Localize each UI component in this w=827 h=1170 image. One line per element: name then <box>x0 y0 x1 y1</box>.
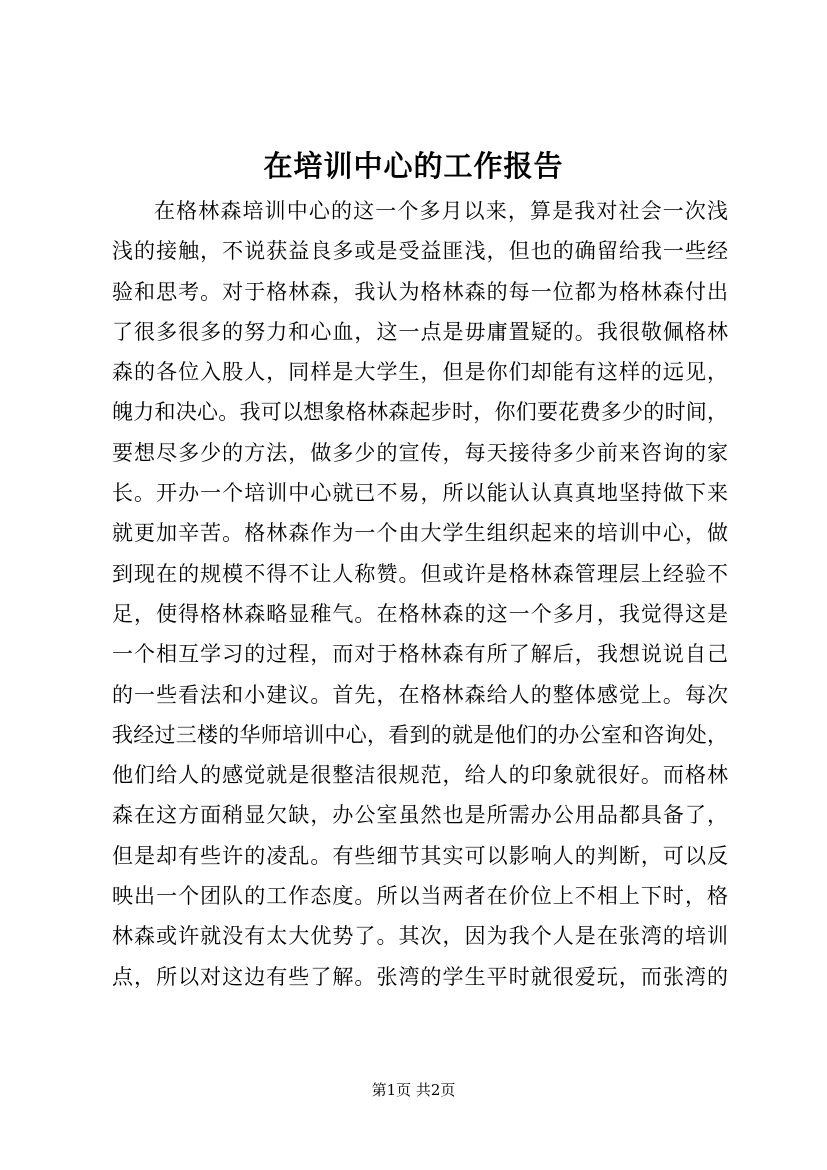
body-line: 点，所以对这边有些了解。张湾的学生平时就很爱玩，而张湾的 <box>112 964 728 989</box>
body-line: 森的各位入股人，同样是大学生，但是你们却能有这样的远见， <box>112 360 728 385</box>
body-line: 的一些看法和小建议。首先，在格林森给人的整体感觉上。每次 <box>112 682 728 707</box>
document-title: 在培训中心的工作报告 <box>263 149 564 183</box>
body-line: 到现在的规模不得不让人称赞。但或许是格林森管理层上经验不 <box>112 561 728 586</box>
body-line: 要想尽多少的方法，做多少的宣传，每天接待多少前来咨询的家 <box>112 440 728 465</box>
document-body <box>112 191 728 997</box>
body-line: 浅的接触，不说获益良多或是受益匪浅，但也的确留给我一些经 <box>112 239 728 264</box>
body-line: 魄力和决心。我可以想象格林森起步时，你们要花费多少的时间， <box>112 400 728 425</box>
body-line: 我经过三楼的华师培训中心，看到的就是他们的办公室和咨询处， <box>112 722 728 747</box>
page-footer: 第1页 共2页 <box>371 1081 456 1099</box>
body-line: 在格林森培训中心的这一个多月以来，算是我对社会一次浅 <box>154 199 728 223</box>
body-line: 但是却有些许的凌乱。有些细节其实可以影响人的判断，可以反 <box>112 843 728 868</box>
body-line: 他们给人的感觉就是很整洁很规范，给人的印象就很好。而格林 <box>112 763 728 788</box>
body-line: 足，使得格林森略显稚气。在格林森的这一个多月，我觉得这是 <box>112 601 728 626</box>
body-line: 就更加辛苦。格林森作为一个由大学生组织起来的培训中心，做 <box>112 521 728 546</box>
body-line: 映出一个团队的工作态度。所以当两者在价位上不相上下时，格 <box>112 884 728 909</box>
body-line: 森在这方面稍显欠缺，办公室虽然也是所需办公用品都具备了， <box>112 803 728 828</box>
body-line: 验和思考。对于格林森，我认为格林森的每一位都为格林森付出 <box>112 279 728 304</box>
body-line: 长。开办一个培训中心就已不易，所以能认认真真地坚持做下来 <box>112 481 728 506</box>
body-line: 一个相互学习的过程，而对于格林森有所了解后，我想说说自己 <box>112 642 728 667</box>
body-line: 了很多很多的努力和心血，这一点是毋庸置疑的。我很敬佩格林 <box>112 319 728 344</box>
body-line: 林森或许就没有太大优势了。其次，因为我个人是在张湾的培训 <box>112 924 728 949</box>
